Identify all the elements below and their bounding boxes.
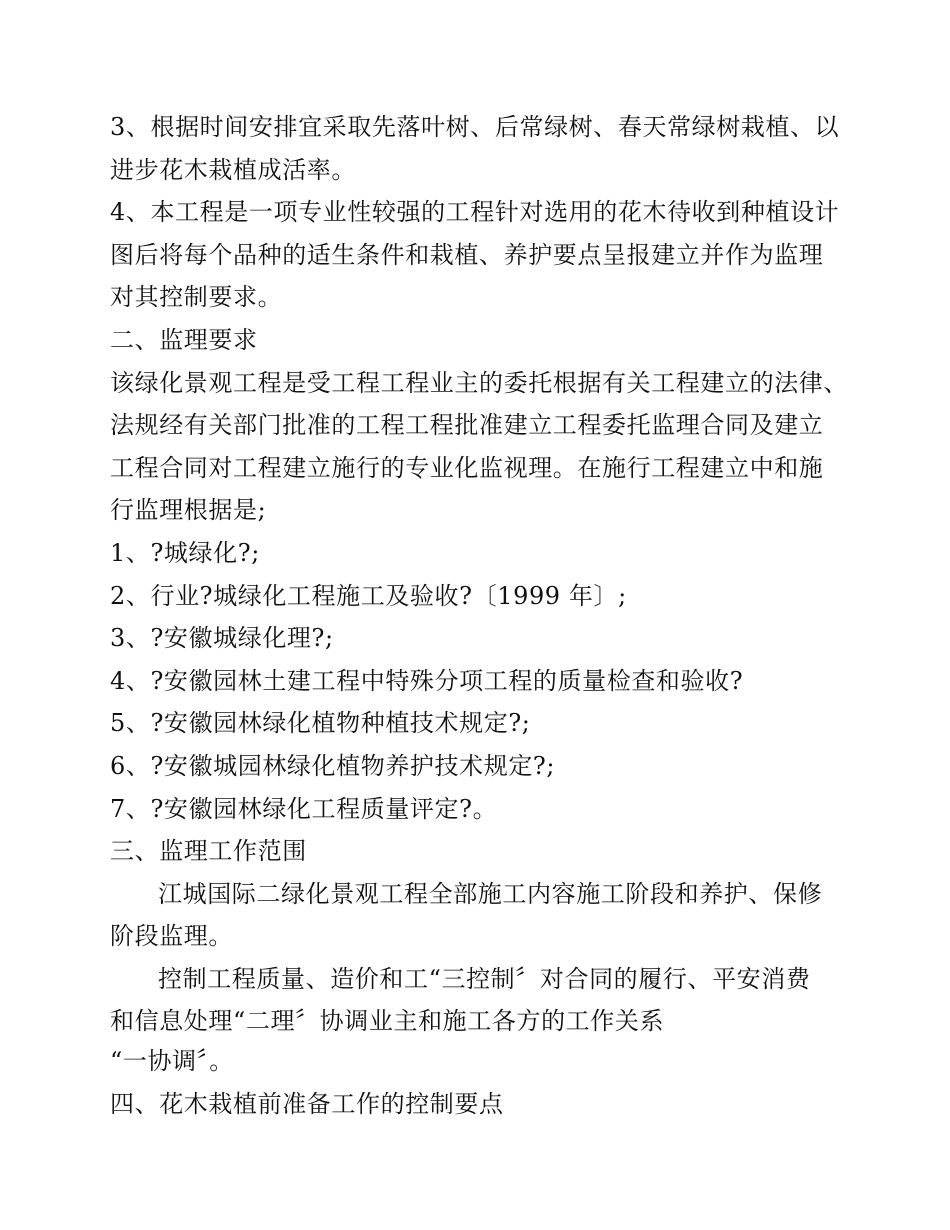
basis-item-4: 4、?安徽园林土建工程中特殊分项工程的质量检查和验收?: [110, 666, 744, 695]
section-heading-pre-planting-control: 四、花木栽植前准备工作的控制要点: [110, 1089, 504, 1118]
basis-item-1: 1、?城绿化?;: [110, 538, 260, 567]
section-heading-supervision-requirements: 二、监理要求: [110, 325, 258, 354]
document-page: [110, 106, 848, 1125]
basis-item-7: 7、?安徽园林绿化工程质量评定?。: [110, 794, 498, 823]
basis-item-3: 3、?安徽城绿化理?;: [110, 624, 334, 653]
scope-paragraph-line-2: 阶段监理。: [110, 922, 233, 951]
paragraph-line-4: 行监理根据是;: [110, 496, 267, 525]
control-paragraph-line-3: “一协调〞。: [110, 1047, 234, 1076]
basis-item-2: 2、行业?城绿化工程施工及验收?〔1999 年〕;: [110, 581, 627, 610]
text-line-item3-a: 3、根据时间安排宜采取先落叶树、后常绿树、春天常绿树栽植、以: [110, 113, 840, 141]
section-heading-work-scope: 三、监理工作范围: [110, 837, 307, 866]
control-paragraph-line-2: 和信息处理“二理〞协调业主和施工各方的工作关系: [110, 1007, 665, 1036]
text-line-item3-b: 进步花木栽植成活率。: [110, 155, 356, 184]
paragraph-line-2: 法规经有关部门批准的工程工程批准建立工程委托监理合同及建立: [110, 411, 824, 440]
text-line-item4-a: 4、本工程是一项专业性较强的工程针对选用的花木待收到种植设计: [110, 198, 840, 227]
paragraph-line-3: 工程合同对工程建立施行的专业化监视理。在施行工程建立中和施: [110, 453, 824, 482]
control-paragraph-line-1: 控制工程质量、造价和工“三控制〞对合同的履行、平安消费: [158, 964, 811, 993]
scope-paragraph-line-1: 江城国际二绿化景观工程全部施工内容施工阶段和养护、保修: [158, 879, 823, 908]
text-line-item4-b: 图后将每个品种的适生条件和栽植、养护要点呈报建立并作为监理: [110, 240, 824, 269]
text-line-item4-c: 对其控制要求。: [110, 283, 283, 312]
basis-item-5: 5、?安徽园林绿化植物种植技术规定?;: [110, 709, 531, 738]
paragraph-line-1: 该绿化景观工程是受工程工程业主的委托根据有关工程建立的法律、: [110, 368, 848, 397]
basis-item-6: 6、?安徽城园林绿化植物养护技术规定?;: [110, 751, 556, 780]
